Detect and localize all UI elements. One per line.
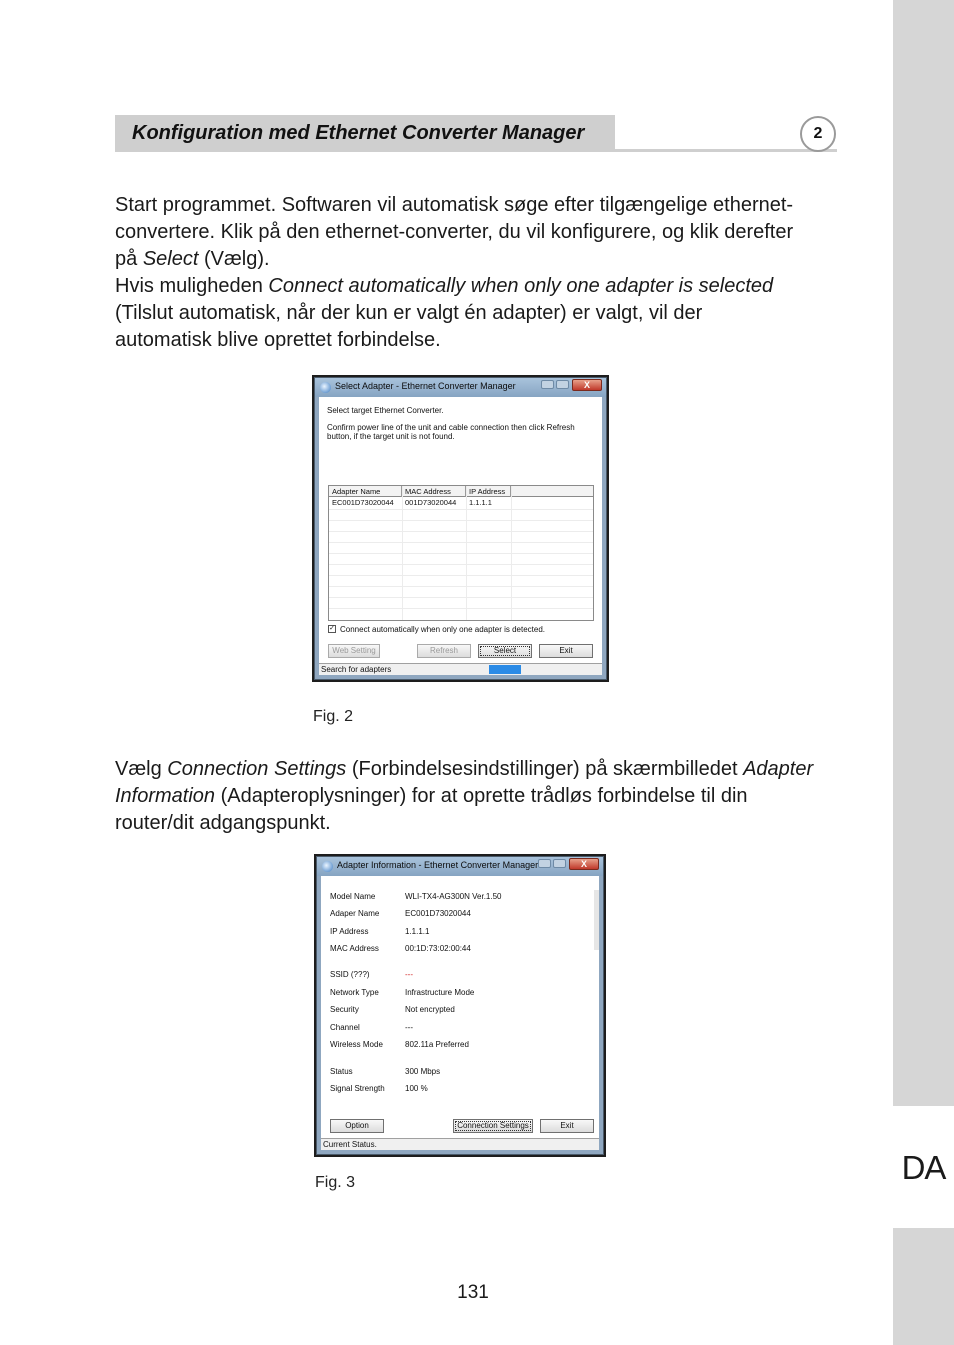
window-frame	[314, 377, 607, 680]
close-icon[interactable]: X	[572, 379, 602, 391]
mac-address-label: MAC Address	[330, 944, 379, 953]
ip-address-value: 1.1.1.1	[405, 927, 430, 936]
auto-connect-label: Connect automatically when only one adapter is detected.	[340, 625, 546, 634]
row-divider	[329, 608, 593, 609]
row-divider	[329, 564, 593, 565]
text-span: (Adapteroplysninger) for at oprette trådløs forbindelse til din	[215, 785, 748, 807]
adapter-name-value: EC001D73020044	[405, 909, 471, 918]
row-divider	[329, 586, 593, 587]
text-line	[115, 273, 843, 300]
connection-settings-button[interactable]: Connection Settings	[453, 1119, 533, 1133]
section-header-rule	[615, 149, 837, 152]
app-icon	[320, 382, 331, 393]
minimize-icon[interactable]	[541, 380, 554, 389]
text-span: (Vælg).	[198, 248, 270, 270]
window-frame	[316, 856, 604, 1155]
channel-label: Channel	[330, 1023, 360, 1032]
status-label: Status	[330, 1067, 353, 1076]
text-line: router/dit adgangspunkt.	[115, 812, 331, 834]
wireless-mode-label: Wireless Mode	[330, 1040, 383, 1049]
adapter-term: Adapter	[743, 758, 814, 780]
status-bar	[319, 663, 602, 675]
row-divider	[329, 520, 593, 521]
app-icon	[322, 861, 333, 872]
auto-connect-checkbox[interactable]: ✓	[329, 625, 335, 632]
exit-button[interactable]: Exit	[540, 1119, 594, 1133]
text-line	[115, 756, 843, 783]
table-cell-mac-address[interactable]: 001D73020044	[405, 498, 457, 507]
text-line: automatisk blive oprettet forbindelse.	[115, 329, 441, 351]
search-progress-bar	[489, 665, 521, 674]
row-divider	[329, 531, 593, 532]
text-span: Hvis muligheden	[115, 275, 269, 297]
text-span: på	[115, 248, 143, 270]
signal-strength-label: Signal Strength	[330, 1084, 385, 1093]
adapter-information-window	[314, 854, 606, 1157]
window-title: Select Adapter - Ethernet Converter Manager	[335, 381, 516, 391]
mac-address-value: 00:1D:73:02:00:44	[405, 944, 471, 953]
refresh-button[interactable]: Refresh	[417, 644, 471, 658]
web-setting-button[interactable]: Web Setting	[328, 644, 380, 658]
scrollbar[interactable]	[594, 890, 599, 950]
status-value: 300 Mbps	[405, 1067, 441, 1076]
security-value: Not encrypted	[405, 1005, 455, 1014]
text-line: (Tilslut automatisk, når der kun er valgt én adapter) er valgt, vil der	[115, 302, 703, 324]
text-line	[115, 246, 843, 273]
maximize-icon[interactable]	[553, 859, 566, 868]
section-header	[115, 115, 837, 152]
adapter-name-label: Adaper Name	[330, 909, 380, 918]
column-header-mac-address[interactable]: MAC Address	[402, 486, 466, 497]
wireless-mode-value: 802.11a Preferred	[405, 1040, 469, 1049]
window-titlebar[interactable]	[315, 378, 606, 397]
row-divider	[329, 509, 593, 510]
adapter-table[interactable]	[328, 485, 594, 621]
window-title: Adapter Information - Ethernet Converter Manager	[337, 860, 539, 870]
text-line	[115, 783, 843, 810]
window-titlebar[interactable]	[317, 857, 603, 876]
select-term: Select	[142, 248, 199, 270]
text-line: Start programmet. Softwaren vil automatisk søge efter tilgængelige ethernet-	[115, 194, 794, 216]
figure-caption: Fig. 3	[315, 1174, 356, 1191]
connect-automatically-term: Connect automatically when only one adapter is selected	[268, 275, 774, 297]
text-span: Vælg	[115, 758, 168, 780]
text-span: (Forbindelsesindstillinger) på skærmbilledet	[346, 758, 744, 780]
table-header	[329, 486, 593, 497]
option-button[interactable]: Option	[330, 1119, 384, 1133]
signal-strength-value: 100 %	[405, 1084, 428, 1093]
column-header-adapter-name[interactable]: Adapter Name	[329, 486, 402, 497]
intro-paragraph	[115, 192, 843, 354]
text-line: convertere. Klik på den ethernet-converter, du vil konfigurere, og klik derefter	[115, 221, 794, 243]
table-cell-adapter-name[interactable]: EC001D73020044	[332, 498, 394, 507]
minimize-icon[interactable]	[538, 859, 551, 868]
side-strip	[893, 0, 954, 1106]
row-divider	[329, 597, 593, 598]
row-divider	[329, 542, 593, 543]
network-type-value: Infrastructure Mode	[405, 988, 475, 997]
section-title: Konfiguration med Ethernet Converter Manager	[132, 122, 585, 144]
exit-button[interactable]: Exit	[539, 644, 593, 658]
connection-settings-term: Connection Settings	[167, 758, 347, 780]
window-client	[321, 876, 599, 1150]
chapter-badge: 2	[800, 116, 836, 152]
select-button[interactable]: Select	[478, 644, 532, 658]
close-icon[interactable]: X	[569, 858, 599, 870]
row-divider	[329, 575, 593, 576]
select-adapter-window	[312, 375, 609, 682]
model-name-label: Model Name	[330, 892, 376, 901]
language-tab: DA	[901, 1149, 946, 1186]
network-type-label: Network Type	[330, 988, 379, 997]
ip-address-label: IP Address	[330, 927, 369, 936]
window-client	[319, 397, 602, 675]
security-label: Security	[330, 1005, 359, 1014]
figure-caption: Fig. 2	[313, 708, 354, 725]
heading-text: Select target Ethernet Converter.	[327, 406, 444, 415]
model-name-value: WLI-TX4-AG300N Ver.1.50	[405, 892, 502, 901]
status-text: Search for adapters	[321, 665, 392, 674]
instruction-text: Confirm power line of the unit and cable connection then click Refresh	[327, 423, 575, 432]
ssid-label: SSID (???)	[330, 970, 370, 979]
maximize-icon[interactable]	[556, 380, 569, 389]
column-header-ip-address[interactable]: IP Address	[466, 486, 511, 497]
ssid-value: ---	[405, 970, 413, 979]
table-cell-ip-address[interactable]: 1.1.1.1	[469, 498, 492, 507]
status-text: Current Status.	[323, 1140, 377, 1149]
page-number: 131	[457, 1282, 489, 1303]
connection-settings-paragraph	[115, 756, 843, 837]
row-divider	[329, 553, 593, 554]
instruction-text: button, if the target unit is not found.	[327, 432, 455, 441]
information-term: Information	[115, 785, 216, 807]
status-bar	[321, 1138, 599, 1150]
channel-value: ---	[405, 1023, 413, 1032]
